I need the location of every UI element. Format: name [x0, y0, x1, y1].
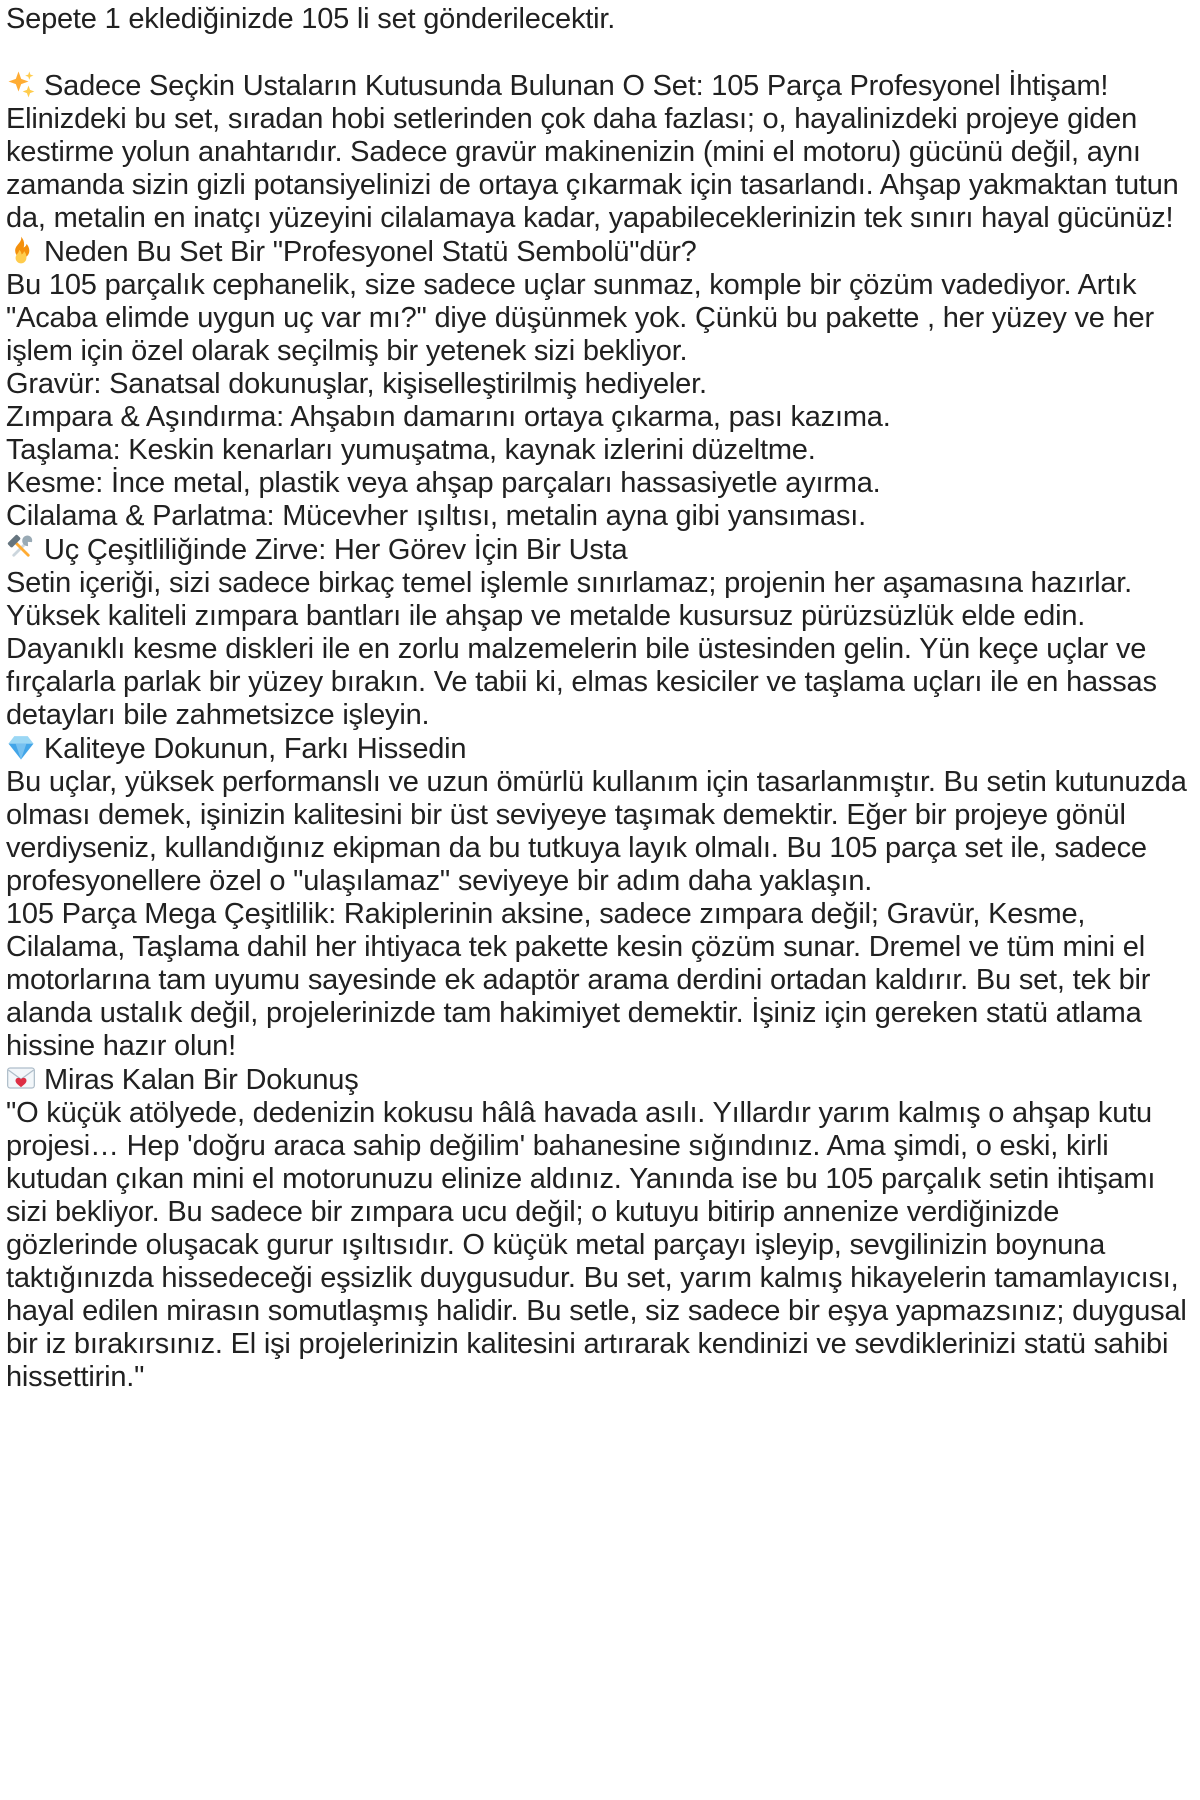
- line-polishing: [6, 500, 1190, 533]
- line-engraving: [6, 368, 1190, 401]
- line-sanding: [6, 401, 1190, 434]
- heading-text: Neden Bu Set Bir "Profesyonel Statü Sembolü"dür?: [44, 236, 697, 268]
- heading-quality: [6, 732, 1190, 766]
- line-text: Gravür: Sanatsal dokunuşlar, kişiselleştirilmiş hediyeler.: [6, 368, 707, 400]
- paragraph-text: Elinizdeki bu set, sıradan hobi setlerinden çok daha fazlası; o, hayalinizdeki projeye giden kestirme yolun anahtarıdır. Sadece gravür makinenizin (mini el motoru) gücünü değil, aynı zamanda sizin gizli potansiyelinizi de ortaya çıkarmak için tasarlandı. Ahşap yakmaktan tutun da, metalin en inatçı yüzeyini cilalamaya kadar, yapabileceklerinizin tek sınırı hayal gücünüz!: [6, 103, 1179, 234]
- paragraph-text: "O küçük atölyede, dedenizin kokusu hâlâ havada asılı. Yıllardır yarım kalmış o ahşap kutu projesi… Hep 'doğru araca sahip değilim' bahanesine sığındınız. Ama şimdi, o eski, kirli kutudan çıkan mini el motorunuzu elinize aldınız. Yanında ise bu 105 parçalık setin ihtişamı sizi bekliyor. Bu sadece bir zımpara ucu değil; o kutuyu bitirip annenize verdiğinizde gözlerinde oluşacak gurur ışıltısıdır. O küçük metal parçayı işleyip, sevgilinizin boynuna taktığınızda hissedeceği eşsizlik duygusudur. Bu set, yarım kalmış hikayelerin tamamlayıcısı, hayal edilen mirasın somutlaşmış halidir. Bu setle, siz sadece bir eşya yapmazsınız; duygusal bir iz bırakırsınız. El işi projelerinizin kalitesini artırarak kendinizi ve sevdiklerinizi statü sahibi hissettirin.": [6, 1097, 1187, 1393]
- love-letter-icon: [6, 1063, 36, 1093]
- paragraph-mega-variety: [6, 898, 1190, 1063]
- cart-note-text: Sepete 1 eklediğinizde 105 li set gönderilecektir.: [6, 3, 616, 35]
- heading-text: Miras Kalan Bir Dokunuş: [44, 1064, 359, 1096]
- cart-note: [6, 3, 1190, 36]
- line-grinding: [6, 434, 1190, 467]
- paragraph-complete-solution: [6, 269, 1190, 368]
- line-text: Cilalama & Parlatma: Mücevher ışıltısı, metalin ayna gibi yansıması.: [6, 500, 866, 532]
- fire-icon: [6, 235, 36, 265]
- heading-text: Kaliteye Dokunun, Farkı Hissedin: [44, 733, 467, 765]
- paragraph-quality: [6, 766, 1190, 898]
- paragraph-text: Setin içeriği, sizi sadece birkaç temel işlemle sınırlamaz; projenin her aşamasına hazırlar. Yüksek kaliteli zımpara bantları ile ahşap ve metalde kusursuz pürüzsüzlük elde edin. Dayanıklı kesme diskleri ile en zorlu malzemelerin bile üstesinden gelin. Yün keçe uçlar ve fırçalarla parlak bir yüzey bırakın. Ve tabii ki, elmas kesiciler ve taşlama uçları ile en hassas detayları bile zahmetsizce işleyin.: [6, 567, 1157, 731]
- heading-exclusive-set: [6, 69, 1190, 103]
- sparkles-icon: [6, 69, 36, 99]
- paragraph-text: Bu uçlar, yüksek performanslı ve uzun ömürlü kullanım için tasarlanmıştır. Bu setin kutunuzda olması demek, işinizin kalitesini bir üst seviyeye taşımak demektir. Eğer bir projeye gönül verdiyseniz, kullandığınız ekipman da bu tutkuya layık olmalı. Bu 105 parça set ile, sadece profesyonellere özel o "ulaşılamaz" seviyeye bir adım daha yaklaşın.: [6, 766, 1187, 897]
- heading-text: Uç Çeşitliliğinde Zirve: Her Görev İçin Bir Usta: [44, 534, 628, 566]
- heading-tip-variety: [6, 533, 1190, 567]
- heading-legacy: [6, 1063, 1190, 1097]
- paragraph-legacy-quote: [6, 1097, 1190, 1394]
- line-text: Kesme: İnce metal, plastik veya ahşap parçaları hassasiyetle ayırma.: [6, 467, 881, 499]
- heading-status-symbol: [6, 235, 1190, 269]
- line-cutting: [6, 467, 1190, 500]
- hammer-wrench-icon: [6, 533, 36, 563]
- heading-text: Sadece Seçkin Ustaların Kutusunda Bulunan O Set: 105 Parça Profesyonel İhtişam!: [44, 70, 1109, 102]
- paragraph-text: 105 Parça Mega Çeşitlilik: Rakiplerinin aksine, sadece zımpara değil; Gravür, Kesme, Cilalama, Taşlama dahil her ihtiyaca tek pakette kesin çözüm sunar. Dremel ve tüm mini el motorlarına tam uyumu sayesinde ek adaptör arama derdini ortadan kaldırır. Bu set, tek bir alanda ustalık değil, projelerinizde tam hakimiyet demektir. İşiniz için gereken statü atlama hissine hazır olun!: [6, 898, 1151, 1062]
- line-text: Taşlama: Keskin kenarları yumuşatma, kaynak izlerini düzeltme.: [6, 434, 816, 466]
- line-text: Zımpara & Aşındırma: Ahşabın damarını ortaya çıkarma, pası kazıma.: [6, 401, 891, 433]
- blank-line: [6, 36, 1190, 69]
- paragraph-text: Bu 105 parçalık cephanelik, size sadece uçlar sunmaz, komple bir çözüm vadediyor. Artık "Acaba elimde uygun uç var mı?" diye düşünmek yok. Çünkü bu pakette , her yüzey ve her işlem için özel olarak seçilmiş bir yetenek sizi bekliyor.: [6, 269, 1154, 367]
- gem-icon: [6, 732, 36, 762]
- paragraph-set-contents: [6, 567, 1190, 732]
- paragraph-set-intro: [6, 103, 1190, 235]
